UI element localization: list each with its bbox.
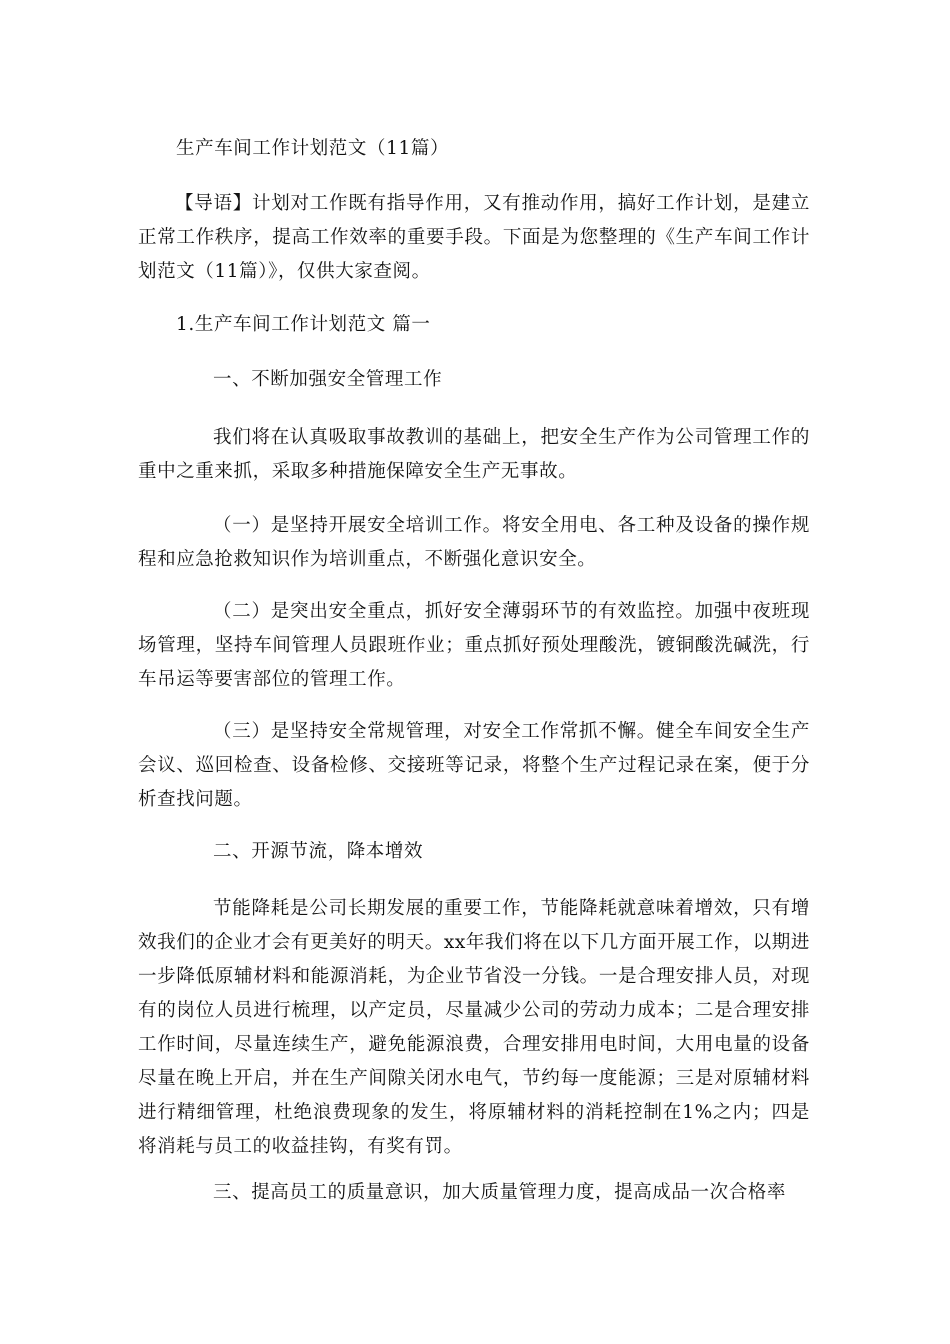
part1-item-3: （三）是坚持安全常规管理，对安全工作常抓不懈。健全车间安全生产会议、巡回检查、设备检修、交接班等记录，将整个生产过程记录在案，便于分析查找问题。 [138, 721, 810, 810]
intro-paragraph: 【导语】计划对工作既有指导作用，又有推动作用，搞好工作计划，是建立正常工作秩序，提高工作效率的重要手段。下面是为您整理的《生产车间工作计划范文（11篇）》，仅供大家查阅。 [138, 193, 810, 282]
part2-body-paragraph: 节能降耗是公司长期发展的重要工作，节能降耗就意味着增效，只有增效我们的企业才会有更美好的明天。xx年我们将在以下几方面开展工作，以期进一步降低原辅材料和能源消耗，为企业节省没一分钱。一是合理安排人员，对现有的岗位人员进行梳理，以产定员，尽量减少公司的劳动力成本；二是合理安排工作时间，尽量连续生产，避免能源浪费，合理安排用电时间，大用电量的设备尽量在晚上开启，并在生产间隙关闭水电气，节约每一度能源；三是对原辅材料进行精细管理，杜绝浪费现象的发生，将原辅材料的消耗控制在1%之内；四是将消耗与员工的收益挂钩，有奖有罚。 [138, 898, 810, 1157]
part-heading-2: 二、开源节流，降本增效 [213, 841, 424, 862]
part-heading-1: 一、不断加强安全管理工作 [213, 369, 443, 390]
part-heading-3: 三、提高员工的质量意识，加大质量管理力度，提高成品一次合格率 [213, 1182, 787, 1203]
part1-item-1: （一）是坚持开展安全培训工作。将安全用电、各工种及设备的操作规程和应急抢救知识作为培训重点，不断强化意识安全。 [138, 515, 810, 570]
section-heading-1: 1.生产车间工作计划范文 篇一 [176, 314, 431, 335]
document-title: 生产车间工作计划范文（11篇） [176, 138, 450, 159]
part1-item-2: （二）是突出安全重点，抓好安全薄弱环节的有效监控。加强中夜班现场管理，坚持车间管理人员跟班作业；重点抓好预处理酸洗，镀铜酸洗碱洗，行车吊运等要害部位的管理工作。 [138, 601, 810, 690]
part1-body-paragraph: 我们将在认真吸取事故教训的基础上，把安全生产作为公司管理工作的重中之重来抓，采取多种措施保障安全生产无事故。 [138, 427, 810, 482]
